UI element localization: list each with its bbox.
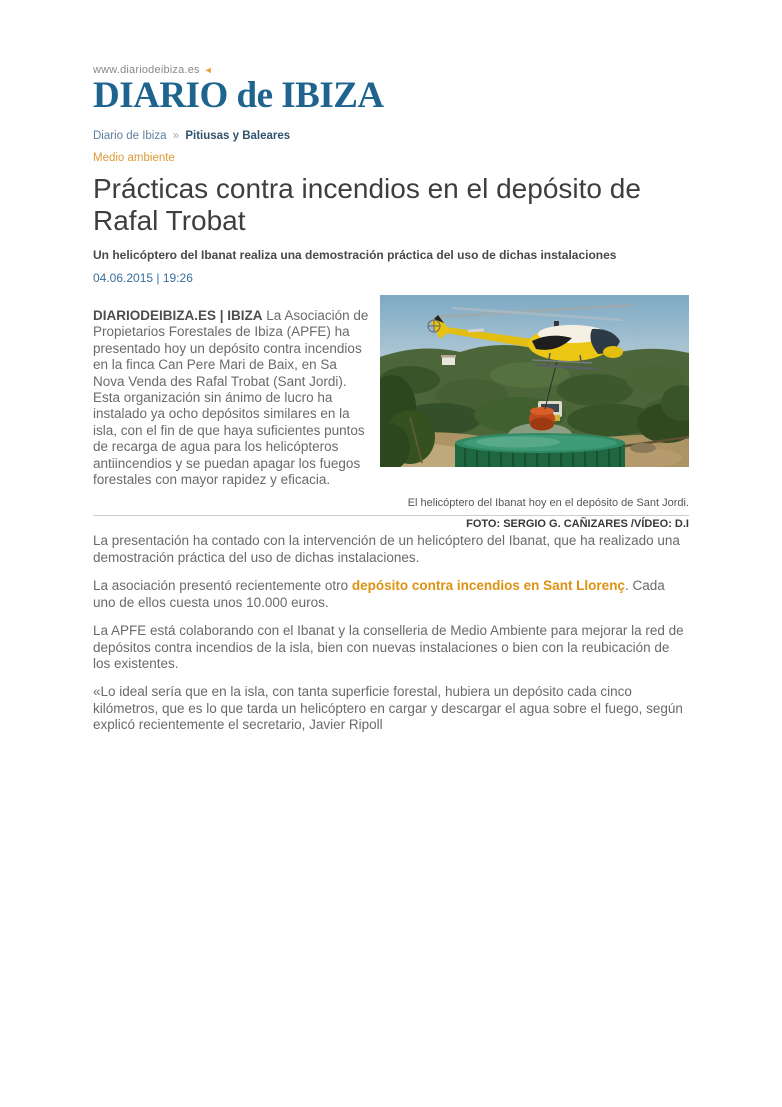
breadcrumb-section-link[interactable]: Pitiusas y Baleares [185, 130, 291, 142]
article-headline: Prácticas contra incendios en el depósito de Rafal Trobat [93, 173, 641, 236]
caption-divider [93, 515, 689, 516]
breadcrumb-separator: » [172, 130, 180, 142]
breadcrumb-root-link[interactable]: Diario de Ibiza [93, 130, 167, 142]
lead-source-prefix: DIARIODEIBIZA.ES | IBIZA [93, 308, 263, 323]
article-datetime: 04.06.2015 | 19:26 [93, 271, 193, 285]
lead-body-text: La Asociación de Propietarios Forestales de Ibiza (APFE) ha presentado hoy un depósito contra incendios en la finca Can Pere Mari de Baix, en Sa Nova Venda des Rafal Trobat (Sant Jordi). Esta organización sin ánimo de lucro ha instalado ya ocho depósitos similares en la isla, con el fin de que haya suficientes puntos de recarga de agua para los helicópteros antiincendios y se puedan apagar los fuegos forestales con mayor rapidez y eficacia. [93, 308, 369, 488]
paragraph-2: La presentación ha contado con la intervención de un helicóptero del Ibanat, que ha realizado una demostración práctica del uso de dichas instalaciones. [93, 533, 680, 565]
lead-paragraph [93, 295, 380, 488]
photo-caption: El helicóptero del Ibanat hoy en el depósito de Sant Jordi. [407, 497, 689, 510]
breadcrumb [93, 130, 689, 142]
category-link[interactable]: Medio ambiente [93, 152, 175, 164]
site-url-label: www.diariodeibiza.es [93, 64, 200, 76]
paragraph-3-after: . Cada uno de ellos cuesta unos 10.000 euros. [93, 578, 665, 610]
paragraph-3 [93, 578, 689, 611]
masthead-logo[interactable]: DIARIO de IBIZA [93, 75, 384, 116]
paragraph-4: La APFE está colaborando con el Ibanat y la conselleria de Medio Ambiente para mejorar la red de depósitos contra incendios de la isla, bien con nuevas instalaciones o bien con la reubicación de los existentes. [93, 623, 684, 671]
paragraph-3-before: La asociación presentó recientemente otro [93, 578, 352, 594]
sant-llorenc-link[interactable]: depósito contra incendios en Sant Llorenç [351, 578, 625, 594]
lead-row [93, 295, 689, 488]
back-arrow-icon: ◄ [203, 64, 213, 75]
helicopter-photo [380, 295, 689, 467]
house [442, 357, 455, 365]
article-subheadline: Un helicóptero del Ibanat realiza una demostración práctica del uso de dichas instalaciones [93, 248, 617, 262]
photo-credit: FOTO: SERGIO G. CAÑIZARES /VÍDEO: D.I [466, 518, 689, 531]
paragraph-5: «Lo ideal sería que en la isla, con tanta superficie forestal, hubiera un depósito cada cinco kilómetros, que es lo que tarda un helicóptero en cargar y descargar el agua sobre el fuego, según explicó recientemente el secretario, Javier Ripoll [93, 684, 683, 733]
